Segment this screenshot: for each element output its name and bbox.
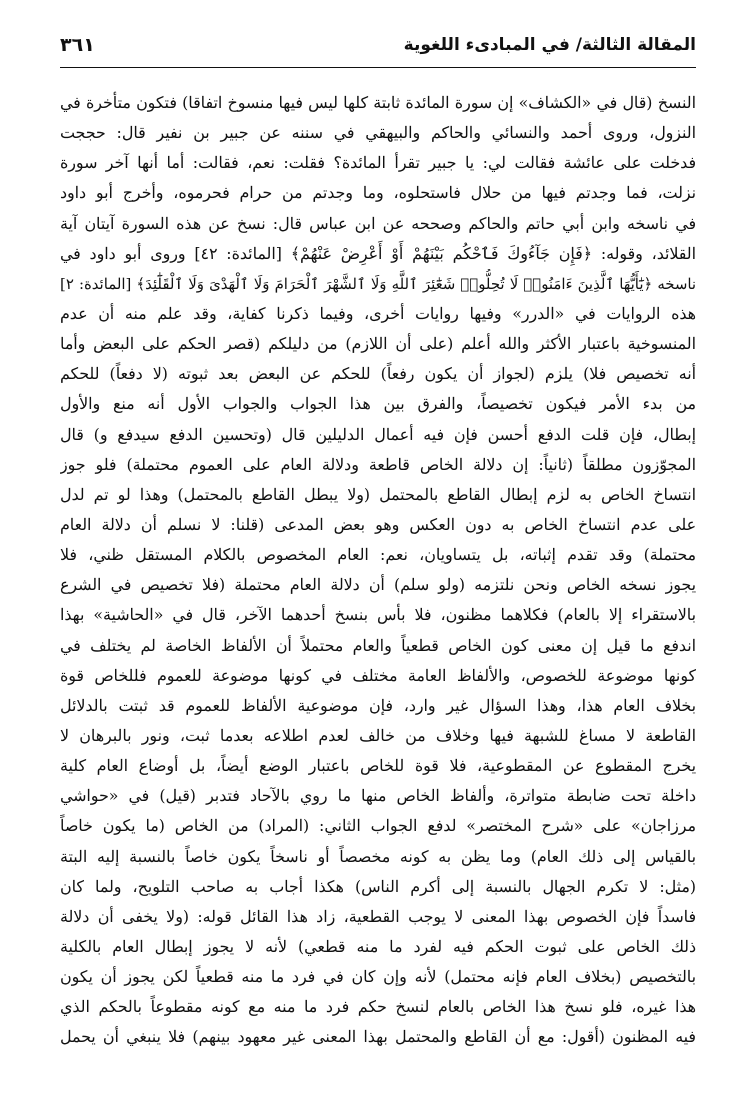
text-line: اندفع ما قيل إن معنى كون الخاص قطعياً والعام محتملاً أن الألفاظ الخاصة لم يختلف في: [60, 635, 696, 655]
text-line: إبطال، فإن قلت الدفع أحسن فإن فيه أعمال الدليلين قال (وتحسين الدفع سيدفع و) قال: [60, 424, 696, 444]
page-header: [60, 34, 696, 56]
text-line: في ناسخه وابن أبي حاتم والحاكم وصححه عن ابن عباس قال: نسخ عن هذه السورة آيتان آية: [60, 213, 696, 233]
text-line: النزول، وروى أحمد والنسائي والحاكم والبيهقي في سننه عن جبير بن نفير قال: حججت: [60, 123, 696, 143]
text-line: بخلاف العام هذا، وهذا السؤال غير وارد، فإن موضوعية الألفاظ للعموم قد ثبتت بالدلائل: [60, 695, 696, 715]
text-line: المنسوخية باعتبار الأكثر والله أعلم (على أن اللازم) من دليلكم (قصر الحكم على البعض وأما: [60, 334, 696, 354]
text-line: مرزاجان» على «شرح المختصر» لدفع الجواب الثاني: (المراد) من الخاص (ما يكون خاصاً: [60, 816, 696, 836]
text-line: فاسداً فإن الخصوص بهذا المعنى لا يوجب القطعية، زاد هذا القائل قوله: (ولا يخفى أن دلالة: [60, 906, 696, 926]
text-line: محتملة) وقد تقدم إثباته، بل يتساويان، نعم: العام المخصوص بالكلام المستقل ظني، فلا: [60, 545, 696, 565]
text-line: أنه تخصيص فلا) يلزم (لجواز أن يكون رفعاً) للحكم عن البعض بعد ثبوته (لا دفعاً) للحكم: [60, 364, 696, 384]
text-line: نزلت، فما وجدتم فيها من حلال فاستحلوه، وما وجدتم من حرام فحرموه، وأخرج أبو داود: [60, 183, 696, 203]
text-line: من بدء الأمر فيكون تخصيصاً، والفرق بين هذا الجواب والجواب الأول أنه منع والأول: [60, 394, 696, 414]
text-line: ناسخه ﴿يَٰٓأَيُّهَا ٱلَّذِينَ ءَامَنُوا۟ لَا تُحِلُّوا۟ شَعَٰٓئِرَ ٱللَّهِ وَلَا ٱلشَّهْرَ ٱلْحَرَامَ وَلَا ٱلْهَدْىَ وَلَا ٱلْقَلَٰٓئِدَ﴾ [المائدة: ٢]: [60, 274, 696, 293]
body-text: [60, 88, 696, 1053]
text-line: داخلة تحت ضابطة متواترة، وألفاظ الخاص منها ما روي بالآحاد فتدبر (قيل) في «حواشي: [60, 786, 696, 806]
text-line: (مثل: لا تكرم الجهال بالنسبة إلى أكرم الناس) هكذا أجاب به صاحب التلويح، ولما كان: [60, 876, 696, 896]
header-rule: [60, 67, 696, 68]
text-line: ذلك الخاص على ثبوت الحكم فيه لفرد ما منه قطعي) لأنه لا يجوز إبطال العام بالكلية: [60, 936, 696, 956]
text-line: على عدم انتساخ الخاص به دون العكس وهو بعض المدعى (قلنا: لا نسلم أن دلالة العام: [60, 514, 696, 534]
page-number: ٣٦١: [60, 34, 95, 56]
running-title: المقالة الثالثة/ في المبادىء اللغوية: [403, 35, 696, 55]
text-line: كونها موضوعة للخصوص، والألفاظ العامة مختلف في كونها موضوعة للعموم فللخاص قوة: [60, 665, 696, 685]
text-line: القلائد، وقوله: ﴿فَإِن جَآءُوكَ فَٱحْكُم بَيْنَهُمْ أَوْ أَعْرِضْ عَنْهُمْ﴾ [المائدة: ٤٢] وروى أبو داود في: [60, 243, 696, 263]
text-line: هذا غيره، فلو نسخ هذا الخاص بالعام لنسخ حكم فرد ما منه مع كونه مقطوعاً بالحكم الذي: [60, 997, 696, 1017]
text-line: بالاستقراء إلا بالعام) فكلاهما مظنون، فلا بأس بنسخ أحدهما الآخر، قال في «الحاشية» بهذا: [60, 605, 696, 625]
text-line: فدخلت على عائشة فقالت لي: يا جبير تقرأ المائدة؟ فقلت: نعم، فقالت: أما أنها آخر سورة: [60, 153, 696, 173]
text-line: يخرج المقطوع عن المقطوعية، فلا قوة للخاص باعتبار الوضع أيضاً، بل أوضاع العام كلية: [60, 756, 696, 776]
text-line: بالتخصيص (بخلاف العام فإنه محتمل) لأنه وإن كان في فرد ما منه قطعياً لكن يجوز أن يكون: [60, 967, 696, 987]
text-line: هذه الروايات في «الدرر» وفيها روايات أخرى، وفيما ذكرنا كفاية، وقد علم منه أن عدم: [60, 303, 696, 323]
text-line: يجوز نسخه الخاص ونحن نلتزمه (ولو سلم) أن دلالة العام محتملة (فلا تخصيص في الشرع: [60, 575, 696, 595]
text-line: فيه المظنون (أقول: مع أن القاطع والمحتمل بهذا المعنى غير معهود بينهم) فلا ينبغي أن يحمل: [60, 1027, 696, 1047]
text-line: بالقياس إلى ذلك العام) وما يظن به كونه مخصصاً أو ناسخاً يكون خاصاً بالنسبة إليه البتة: [60, 846, 696, 866]
text-line: انتساخ الخاص به لزم إبطال القاطع بالمحتمل (ولا يبطل القاطع بالمحتمل) وهذا لو تم لدل: [60, 484, 696, 504]
text-line: المجوّزون مطلقاً (ثانياً: إن دلالة الخاص قاطعة ودلالة العام على العموم محتملة) فلو جوز: [60, 454, 696, 474]
text-line: النسخ (قال في «الكشاف» إن سورة المائدة ثابتة كلها ليس فيها منسوخ اتفاقا) فتكون متأخرة في: [60, 93, 696, 112]
text-line: القاطعة لا مساغ للشبهة فيها وخلاف من خالف لعدم اطلاعه بعدما ثبت، ونور بالبرهان لا: [60, 725, 696, 745]
